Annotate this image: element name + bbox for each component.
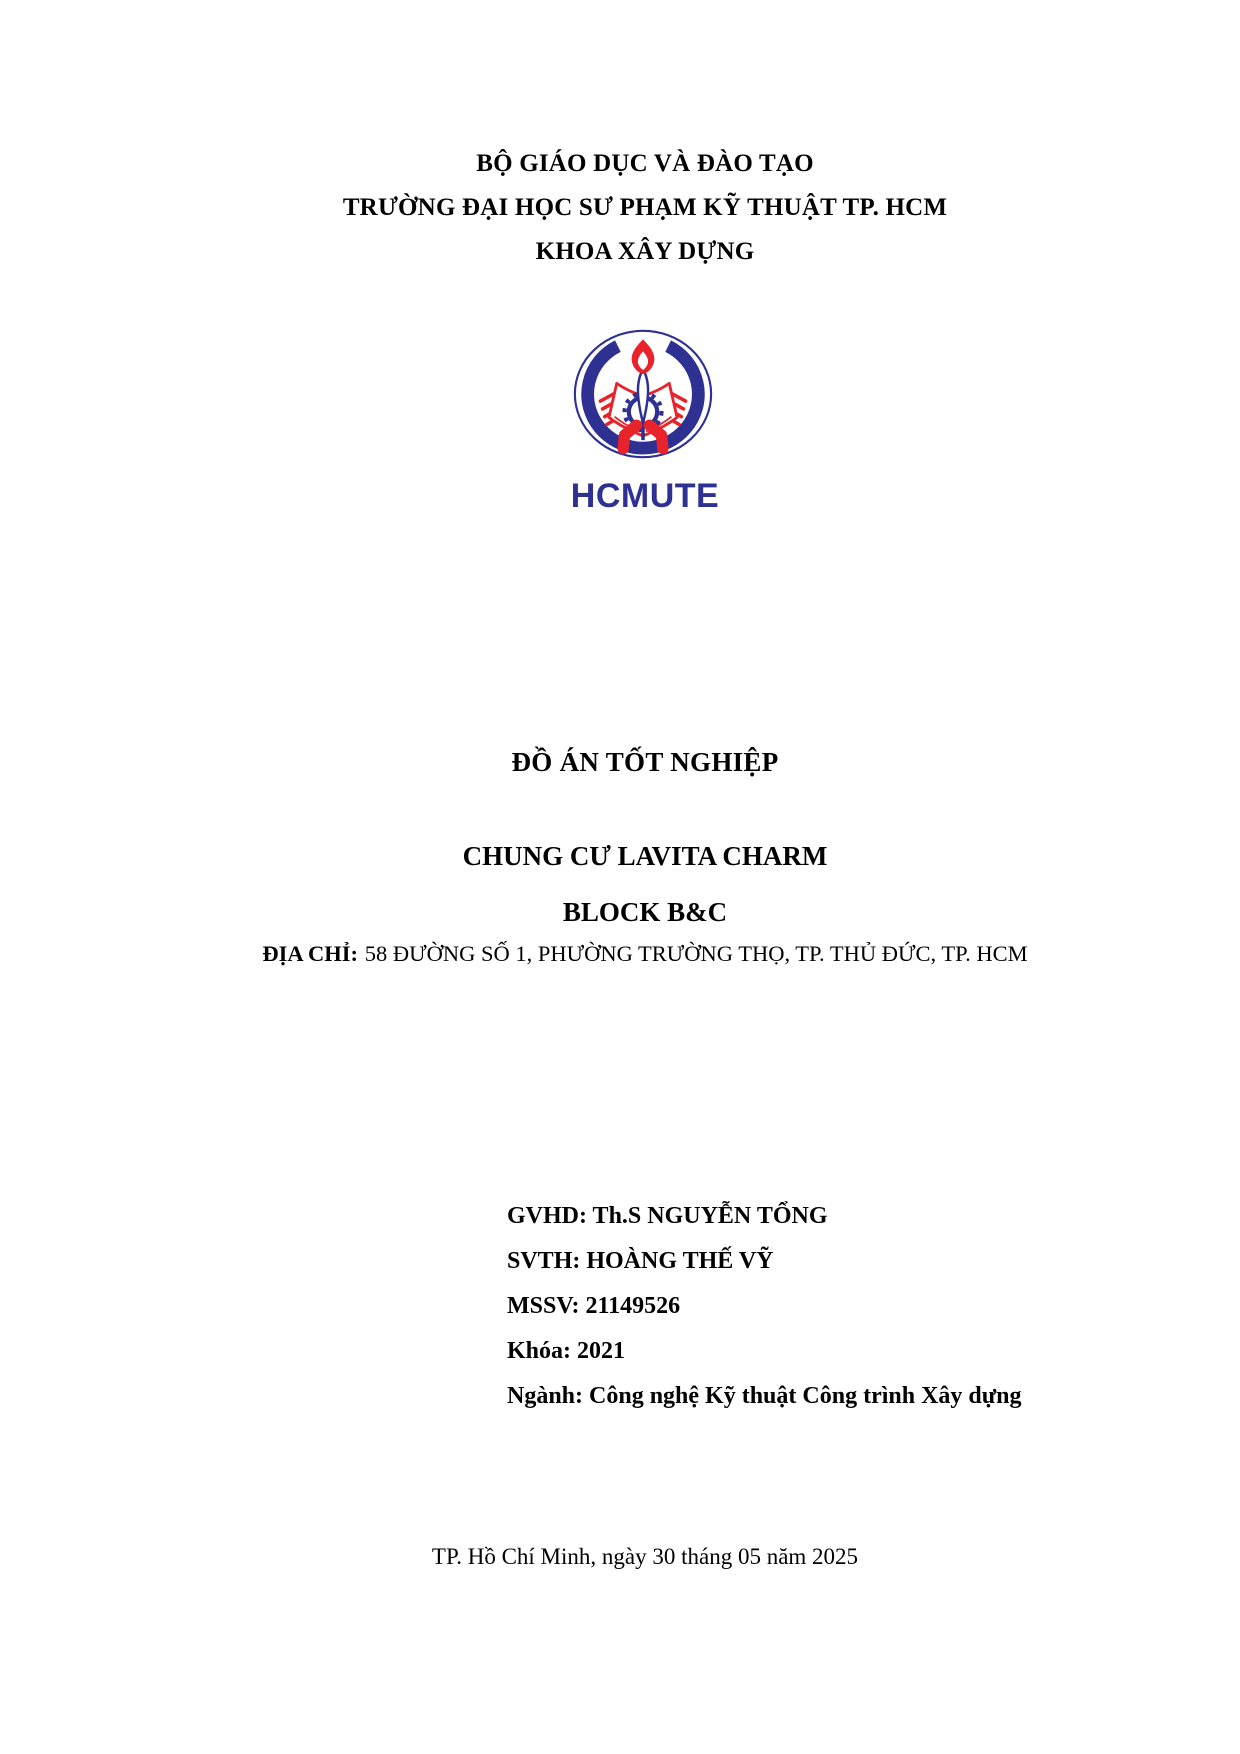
info-line-svth: SVTH: HOÀNG THẾ VỸ [507, 1248, 774, 1274]
info-line-gvhd: GVHD: Th.S NGUYỄN TỔNG [507, 1203, 828, 1229]
ministry-line: BỘ GIÁO DỤC VÀ ĐÀO TẠO [476, 150, 814, 177]
project-title-line1: CHUNG CƯ LAVITA CHARM [462, 841, 828, 871]
address-value: 58 ĐƯỜNG SỐ 1, PHƯỜNG TRƯỜNG THỌ, TP. THỦ ĐỨC, TP. HCM [364, 941, 1028, 966]
address-label: ĐỊA CHỈ: [262, 941, 359, 966]
faculty-line: KHOA XÂY DỰNG [535, 238, 755, 265]
date-place-line: TP. Hồ Chí Minh, ngày 30 tháng 05 năm 2025 [431, 1544, 859, 1569]
doc-type-title: ĐỒ ÁN TỐT NGHIỆP [511, 747, 779, 777]
student-info-block [507, 1194, 1022, 1419]
info-line-khoa: Khóa: 2021 [507, 1338, 626, 1364]
hcmute-logo-icon [572, 328, 714, 460]
hcmute-wordmark: HCMUTE [570, 477, 720, 515]
project-title-line2: BLOCK B&C [562, 897, 728, 927]
info-line-nganh: Ngành: Công nghệ Kỹ thuật Công trình Xây dựng [507, 1383, 1022, 1409]
info-line-mssv: MSSV: 21149526 [507, 1293, 681, 1319]
university-line: TRƯỜNG ĐẠI HỌC SƯ PHẠM KỸ THUẬT TP. HCM [342, 194, 948, 221]
hcmute-emblem-icon [572, 328, 714, 460]
project-address [50, 941, 1240, 967]
university-header [50, 142, 1240, 274]
